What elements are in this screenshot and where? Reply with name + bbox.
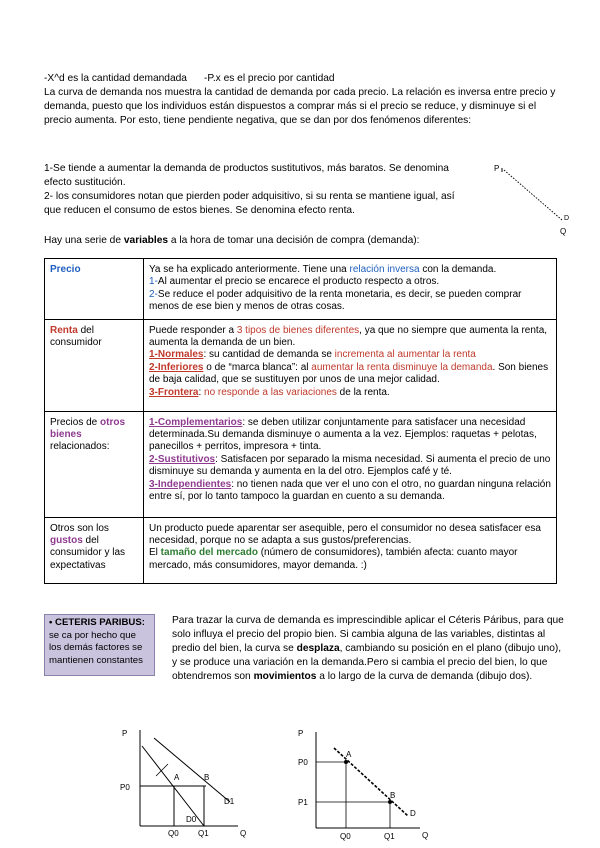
precio-text-end: con la demanda.	[419, 264, 497, 275]
graph2-q-axis-label: Q	[422, 831, 429, 840]
graph1-p0-label: P0	[120, 783, 130, 792]
renta-normales-text-1: : su cantidad de demanda se	[203, 349, 335, 361]
graph2-d-label: D	[410, 809, 416, 818]
graph1-p-axis-label: P	[122, 729, 128, 738]
mini-graph-q-label: Q	[560, 227, 567, 236]
otros-complementarios-text: : se deben utilizar conjuntamente para satisfacer una necesidad determinada.Su demanda disminuye o aumenta a la vez. Ejemplos: raquetas + pelotas, panecillos + perritos, impresora + tinta.	[149, 416, 537, 453]
precio-l1: Al aumentar el precio se encarece el producto respecto a otros.	[157, 276, 440, 288]
ceteris-paribus-text	[172, 614, 564, 684]
mini-graph-demand-line	[504, 170, 562, 220]
variables-bold: variables	[123, 235, 169, 246]
demand-movement-graph	[294, 724, 444, 842]
table-row-otros-bienes	[45, 411, 557, 517]
renta-frontera-text-1: :	[198, 386, 205, 398]
otros-label-1: Precios de	[50, 416, 101, 428]
table-row-renta	[45, 319, 557, 411]
graph1-q1-label: Q1	[198, 829, 209, 838]
variables-post: a la hora de tomar una decisión de compra (demanda):	[168, 235, 420, 246]
graph1-q-axis-label: Q	[240, 829, 247, 838]
graph1-q0-label: Q0	[168, 829, 179, 838]
table-row-precio	[45, 259, 557, 320]
renta-inferiores-text-2: aumentar la renta disminuye la demanda	[311, 361, 493, 373]
graph1-d1-label: D1	[224, 797, 235, 806]
otros-label-purple: otros bienes	[50, 416, 126, 441]
renta-inferiores-text-1: o de “marca blanca”: al	[203, 361, 312, 373]
renta-label-cell	[45, 319, 144, 411]
otros-label-2: relacionados:	[50, 441, 110, 453]
renta-normales-text-2: incrementa al aumentar la renta	[334, 349, 476, 361]
renta-text-end: , ya que no siempre que aumenta la renta, aumenta la demanda de un bien.	[149, 324, 548, 349]
gustos-text-2-green: tamaño del mercado	[160, 547, 258, 559]
graph1-a-label: A	[174, 773, 180, 782]
mini-graph-p-label: P	[494, 164, 500, 173]
otros-complementarios-label: 1-Complementarios	[149, 416, 243, 428]
graph2-q0-label: Q0	[340, 832, 351, 841]
ceteris-text-post: a lo largo de la curva de demanda (dibujo dos).	[316, 671, 533, 682]
graph2-b-label: B	[390, 791, 396, 800]
gustos-label-purple: gustos	[50, 535, 83, 547]
otros-desc-cell	[144, 411, 557, 517]
precio-label: Precio	[50, 264, 81, 275]
otros-sustitutivos-text: : Satisfacen por separado la misma necesidad. Si aumenta el precio de uno disminuye su demanda y aumenta en la del otro. Ejemplos café y té.	[149, 453, 551, 478]
precio-desc-cell	[144, 259, 557, 320]
ceteris-paribus-body: se ca por hecho que los demás factores se mantienen constantes	[49, 629, 143, 666]
mini-demand-graph	[488, 160, 578, 238]
graph2-point-b	[388, 800, 392, 804]
precio-text-1: Ya se ha explicado anteriormente. Tiene una	[149, 264, 350, 275]
renta-frontera-label: 3-Frontera	[149, 386, 199, 398]
gustos-label-2: del consumidor y las expectativas	[50, 535, 126, 571]
graph1-d0-label: D0	[186, 815, 197, 824]
precio-n1: 1-	[149, 276, 158, 288]
renta-label-rest: del consumidor	[50, 324, 102, 349]
otros-independientes-label: 3-Independientes	[149, 478, 232, 490]
ceteris-text-pre: Para trazar la curva de demanda es imprescindible aplicar el Céteris Páribus, para que solo influya el precio del propio bien. Si cambia alguna de las variables, distintas al predio del bien, la curva se	[172, 615, 564, 654]
gustos-text-2-pre: El	[149, 547, 161, 559]
precio-label-cell	[45, 259, 144, 320]
graph1-d1-curve	[154, 738, 230, 802]
graph2-q1-label: Q1	[384, 832, 395, 841]
gustos-label-cell	[45, 517, 144, 583]
renta-label-red: Renta	[50, 324, 78, 336]
otros-independientes-text: : no tienen nada que ver el uno con el otro, no guardan ninguna relación entre sí, por lo tanto tampoco la guardan en cuento a su demanda.	[149, 478, 551, 503]
otros-sustitutivos-label: 2-Sustitutivos	[149, 453, 216, 465]
ceteris-text-desplaza: desplaza	[296, 643, 340, 654]
gustos-text-2-post: (número de consumidores), también afecta: cuanto mayor mercado, más consumidores, mayor demanda. :)	[149, 547, 518, 571]
precio-l2: Se reduce el poder adquisitivo de la renta monetaria, es decir, se pueden comprar menos de ese bien y menos de otras cosas.	[149, 288, 522, 313]
table-row-gustos	[45, 517, 557, 583]
intro-point-2: 2- los consumidores notan que pierden poder adquisitivo, si su renta se mantiene igual, así que reducen el consumo de estos bienes. Se denomina efecto renta.	[44, 191, 455, 216]
renta-text-1: Puede responder a	[149, 324, 237, 336]
ceteris-text-mid: , cambiando su posición en el plano (dibujo uno), y se produce una variación en la demanda.Pero si cambia el precio del bien, lo que obtendremos son	[172, 643, 562, 682]
graph2-p-axis-label: P	[298, 729, 304, 738]
renta-frontera-text-2: no responde a las variaciones	[204, 386, 337, 398]
precio-n2: 2-	[149, 288, 158, 300]
renta-frontera-text-3: de la renta.	[336, 386, 390, 398]
renta-normales-label: 1-Normales	[149, 349, 204, 361]
renta-desc-cell	[144, 319, 557, 411]
gustos-label-1: Otros son los	[50, 522, 109, 534]
mini-graph-d-label: D	[564, 215, 570, 222]
demand-shift-graph	[110, 724, 260, 840]
renta-text-red: 3 tipos de bienes diferentes	[236, 324, 360, 336]
variables-intro	[44, 234, 564, 248]
graph1-b-label: B	[204, 773, 210, 782]
otros-label-cell	[45, 411, 144, 517]
intro-point-1: 1-Se tiende a aumentar la demanda de productos sustitutivos, más baratos. Se denomina efecto sustitución.	[44, 163, 449, 188]
precio-text-blue: relación inversa	[349, 264, 420, 275]
graph2-p0-label: P0	[298, 758, 308, 767]
renta-inferiores-label: 2-Inferiores	[149, 361, 204, 373]
graph2-p1-label: P1	[298, 798, 308, 807]
graph2-point-a	[344, 760, 348, 764]
variables-table	[44, 258, 557, 584]
ceteris-paribus-box	[44, 614, 155, 676]
gustos-text-1: Un producto puede aparentar ser asequible, pero el consumidor no desea satisfacer esa necesidad, porque no se adapta a sus gustos/preferencias.	[149, 522, 541, 547]
renta-inferiores-text-3: . Son bienes de baja calidad, que se sustituyen por unos de una mejor calidad.	[149, 361, 549, 386]
variables-pre: Hay una serie de	[44, 235, 124, 246]
ceteris-text-movimientos: movimientos	[253, 671, 317, 682]
ceteris-paribus-title: • CETERIS PARIBUS:	[49, 617, 145, 628]
intro-paragraph: La curva de demanda nos muestra la cantidad de demanda por cada precio. La relación es inversa entre precio y demanda, puesto que los individuos están dispuestos a comprar más si el precio se reduce, y disminuye si el precio aumenta. Por esto, tiene pendiente negativa, que se dan por dos fenómenos diferentes:	[44, 87, 556, 126]
intro-definitions: -X^d es la cantidad demandada -P.x es el precio por cantidad	[44, 73, 335, 84]
graph2-a-label: A	[346, 750, 352, 759]
gustos-desc-cell	[144, 517, 557, 583]
